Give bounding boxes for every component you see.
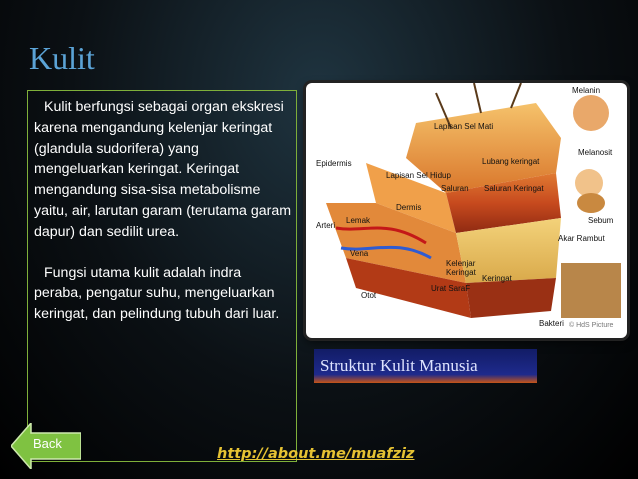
label-saluran: Saluran bbox=[441, 184, 469, 193]
label-melanin: Melanin bbox=[572, 86, 601, 95]
back-button-label: Back bbox=[33, 436, 62, 451]
muscle-layer-side bbox=[466, 278, 556, 318]
label-keringat-2: Keringat bbox=[482, 274, 512, 283]
label-sebum: Sebum bbox=[588, 216, 614, 225]
label-lemak: Lemak bbox=[346, 216, 371, 225]
melanosit-inset bbox=[575, 169, 603, 197]
label-akar-rambut: Akar Rambut bbox=[558, 234, 605, 243]
label-lapisan-sel-hidup: Lapisan Sel Hidup bbox=[386, 171, 451, 180]
hair-strand bbox=[511, 83, 521, 108]
figure-caption-box bbox=[314, 349, 537, 383]
back-button[interactable] bbox=[11, 423, 81, 469]
label-arteri: Arteri bbox=[316, 221, 336, 230]
content-paragraph-2: Fungsi utama kulit adalah indra peraba, pengatur suhu, mengeluarkan keringat, dan pelindung tubuh dari luar. bbox=[34, 264, 280, 323]
bacteria-inset bbox=[561, 263, 621, 318]
sebum-inset bbox=[577, 193, 605, 213]
label-melanosit: Melanosit bbox=[578, 148, 613, 157]
label-bakteri: Bakteri bbox=[539, 319, 564, 328]
skin-structure-image bbox=[306, 83, 627, 338]
hair-strand bbox=[474, 83, 481, 113]
label-saluran-keringat: Saluran Keringat bbox=[484, 184, 544, 193]
slide-title: Kulit bbox=[29, 40, 95, 76]
label-kelenjar: Kelenjar bbox=[446, 259, 476, 268]
figure-caption: Struktur Kulit Manusia bbox=[320, 356, 478, 375]
content-paragraph-1: Kulit berfungsi sebagai organ ekskresi karena mengandung kelenjar keringat (glandula sudorifera) yang mengeluarkan keringat. Keringat mengandung sisa-sisa metabolisme yaitu, air, larutan garam (terutama garam dapur) dan sedilit urea. bbox=[34, 99, 292, 240]
content-text-box bbox=[27, 90, 297, 462]
skin-structure-illustration bbox=[306, 83, 627, 338]
label-dermis: Dermis bbox=[396, 203, 422, 212]
label-otot: Otot bbox=[361, 291, 377, 300]
label-vena: Vena bbox=[350, 249, 369, 258]
label-epidermis: Epidermis bbox=[316, 159, 352, 168]
back-arrow-icon[interactable] bbox=[11, 423, 81, 469]
label-urat-saraf: Urat SaraF bbox=[431, 284, 471, 293]
label-lubang-keringat: Lubang keringat bbox=[482, 157, 540, 166]
watermark-text: © HdS Picture bbox=[569, 322, 614, 329]
label-lapisan-sel-mati: Lapisan Sel Mati bbox=[434, 122, 494, 131]
melanin-inset bbox=[573, 95, 609, 131]
about-me-link[interactable]: http://about.me/muafziz bbox=[217, 446, 415, 462]
label-keringat: Keringat bbox=[446, 268, 476, 277]
